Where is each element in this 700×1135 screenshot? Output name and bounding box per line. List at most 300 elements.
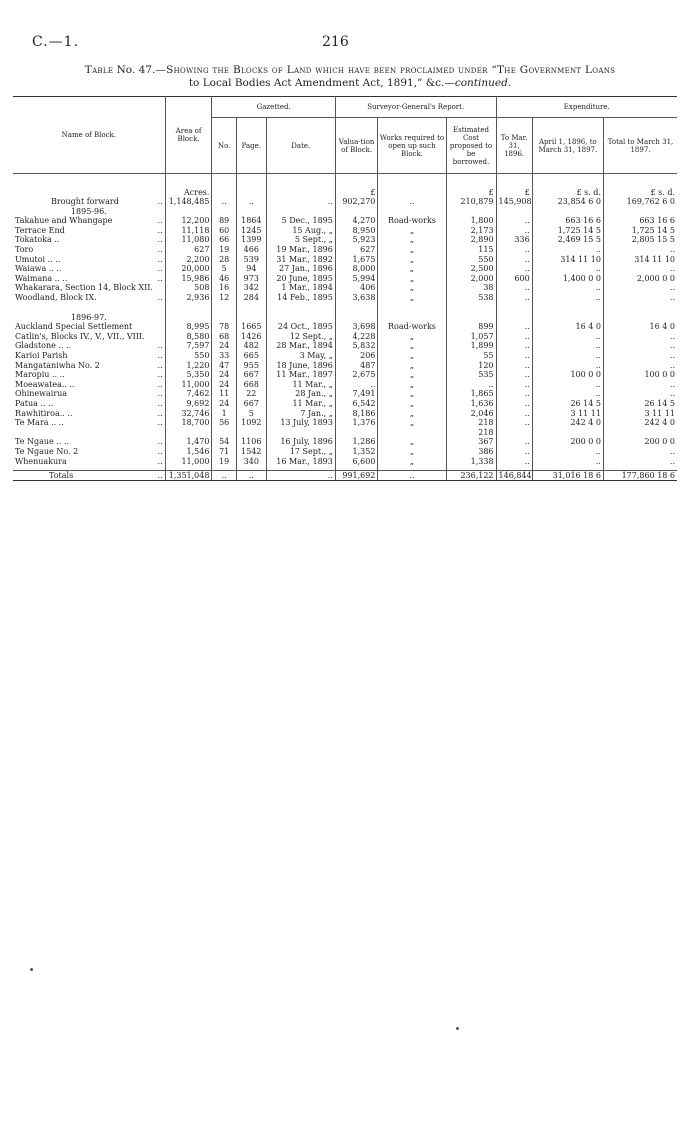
table-title: [14, 64, 686, 90]
cell-no: [212, 457, 236, 467]
cell-valuation: [335, 418, 378, 437]
cell-page: [236, 447, 266, 457]
cell-page: [236, 389, 266, 399]
cell-value: 68: [219, 331, 230, 341]
cell-date: [266, 293, 335, 303]
cell-april: [532, 351, 603, 361]
cell-valuation: [335, 197, 378, 207]
cell-value: 899: [478, 322, 494, 332]
cell-value: 1: [221, 408, 227, 418]
cell-april: [532, 341, 603, 351]
cell-no: [212, 341, 236, 351]
table-row: [13, 409, 677, 419]
cell-no: [212, 470, 236, 481]
cell-april: [532, 293, 603, 303]
block-name: Waimana .. ..: [15, 273, 68, 283]
leader-dots: ..: [157, 264, 163, 274]
table-row: [13, 245, 677, 255]
cell-value: ..: [669, 331, 675, 341]
leader-dots: ..: [157, 293, 163, 303]
cell-april: [532, 409, 603, 419]
cell-estimated: [446, 332, 496, 342]
block-name-cell: [13, 457, 165, 467]
cell-value: 14 Feb., 1895: [277, 293, 333, 303]
cell-value: ..: [524, 398, 530, 408]
cell-value: 9,692: [186, 398, 210, 408]
cell-date: [266, 418, 335, 437]
cell-value: 1,220: [186, 360, 210, 370]
cell-value: 386: [478, 446, 494, 456]
cell-page: [236, 322, 266, 332]
cell-no: [212, 283, 236, 293]
cell-value: „: [409, 398, 415, 408]
cell-no: [212, 293, 236, 303]
cell-no: [212, 437, 236, 447]
cell-estimated: [446, 216, 496, 226]
cell-value: „: [409, 254, 415, 264]
leader-dots: ..: [157, 341, 163, 351]
cell-total: [603, 418, 677, 437]
col-estimated-header: Estimated Cost proposed to be borrowed.: [446, 118, 496, 174]
cell-april: [532, 264, 603, 274]
cell-page: [236, 283, 266, 293]
cell-value: 5: [221, 264, 227, 274]
cell-works: [378, 235, 446, 245]
cell-page: [236, 235, 266, 245]
table-row: [13, 399, 677, 409]
cell-page: [236, 332, 266, 342]
col-total-header: Total to March 31, 1897.: [603, 118, 677, 174]
cell-value: ..: [524, 322, 530, 332]
cell-works: [378, 447, 446, 457]
cell-date: [266, 332, 335, 342]
unit-april: £ s. d.: [532, 188, 603, 198]
cell-value: 56: [219, 418, 230, 428]
cell-april: [532, 322, 603, 332]
cell-date: [266, 370, 335, 380]
cell-value: ..: [409, 470, 415, 480]
cell-value: 1106: [241, 437, 262, 447]
cell-value: 663 16 6: [639, 216, 675, 226]
cell-date: [266, 235, 335, 245]
cell-no: [212, 235, 236, 245]
cell-value: ..: [248, 197, 254, 207]
unit-area: Acres.: [165, 188, 212, 198]
cell-area: [165, 255, 212, 265]
cell-value: ..: [524, 408, 530, 418]
cell-to-mar: [496, 264, 532, 274]
cell-no: [212, 399, 236, 409]
cell-valuation: [335, 457, 378, 467]
cell-value: 22: [246, 389, 257, 399]
cell-works: [378, 389, 446, 399]
cell-date: [266, 457, 335, 467]
speck-mark: [30, 968, 33, 971]
cell-value: ..: [488, 379, 494, 389]
cell-page: [236, 409, 266, 419]
cell-area: [165, 380, 212, 390]
cell-estimated: [446, 245, 496, 255]
cell-estimated: [446, 255, 496, 265]
cell-no: [212, 216, 236, 226]
cell-april: [532, 332, 603, 342]
cell-value: ..: [221, 197, 227, 207]
cell-value: 115: [478, 245, 494, 255]
cell-value: 32,746: [181, 408, 210, 418]
year-heading: 1895-96.: [70, 206, 107, 216]
cell-valuation: [335, 361, 378, 371]
cell-date: [266, 351, 335, 361]
block-name-cell: [13, 235, 165, 245]
surveyor-header: Surveyor-General's Report.: [335, 97, 496, 118]
cell-value: 991,692: [342, 470, 376, 480]
cell-works: [378, 470, 446, 481]
cell-to-mar: [496, 447, 532, 457]
cell-valuation: [335, 293, 378, 303]
cell-value: 200 0 0: [570, 437, 601, 447]
cell-value: 12 Sept., „: [289, 331, 333, 341]
cell-value: 71: [219, 446, 230, 456]
cell-to-mar: [496, 274, 532, 284]
cell-value: ..: [669, 389, 675, 399]
cell-value: 46: [219, 273, 230, 283]
cell-value: 2,000: [470, 273, 494, 283]
cell-total: [603, 322, 677, 332]
cell-valuation: [335, 399, 378, 409]
cell-value: 8,995: [186, 322, 210, 332]
cell-value: 535: [478, 370, 494, 380]
block-name-cell: [13, 283, 165, 293]
cell-value: 16 4 0: [575, 322, 601, 332]
table-row: [13, 447, 677, 457]
cell-total: [603, 457, 677, 467]
cell-area: [165, 418, 212, 437]
cell-value: 2,046: [470, 408, 494, 418]
leader-dots: ..: [157, 254, 163, 264]
cell-value: 3 May, „: [299, 351, 333, 360]
cell-value: 100 0 0: [570, 370, 601, 380]
leader-dots: ..: [157, 370, 163, 380]
cell-area: [165, 447, 212, 457]
cell-page: [236, 399, 266, 409]
cell-value: 340: [243, 456, 259, 466]
cell-value: ..: [669, 293, 675, 303]
year-heading: 1896-97.: [70, 312, 107, 322]
cell-value: ..: [669, 456, 675, 466]
cell-value: 1092: [241, 418, 262, 428]
cell-value: 1,286: [352, 437, 376, 447]
block-name: Totals: [49, 470, 74, 480]
cell-value: 4,270: [352, 216, 376, 226]
cell-to-mar: [496, 351, 532, 361]
cell-value: 60: [219, 225, 230, 235]
cell-value: ..: [524, 418, 530, 428]
cell-no: [212, 255, 236, 265]
block-name: Umutoi .. ..: [15, 254, 61, 264]
block-name-cell: [13, 332, 165, 342]
block-name: Brought forward: [51, 197, 119, 207]
cell-valuation: [335, 351, 378, 361]
cell-total: [603, 245, 677, 255]
cell-april: [532, 457, 603, 467]
cell-area: [165, 274, 212, 284]
cell-value: 33: [219, 351, 230, 360]
cell-value: 1399: [241, 235, 262, 245]
cell-estimated: [446, 380, 496, 390]
cell-date: [266, 264, 335, 274]
cell-to-mar: [496, 293, 532, 303]
cell-works: [378, 245, 446, 255]
col-no-header: No.: [212, 118, 236, 174]
cell-area: [165, 245, 212, 255]
cell-area: [165, 226, 212, 236]
cell-area: [165, 264, 212, 274]
cell-value: 5: [248, 408, 254, 418]
cell-page: [236, 418, 266, 437]
cell-page: [236, 361, 266, 371]
cell-value: ..: [370, 379, 376, 389]
cell-value: 66: [219, 235, 230, 245]
cell-value: 47: [219, 360, 230, 370]
cell-value: 466: [243, 245, 259, 255]
cell-works: [378, 399, 446, 409]
col-area-header: Area of Block.: [165, 97, 212, 174]
cell-value: ..: [595, 389, 601, 399]
cell-estimated: [446, 341, 496, 351]
cell-value: 314 11 10: [634, 254, 675, 264]
block-name-cell: [13, 409, 165, 419]
cell-value: ..: [524, 379, 530, 389]
cell-value: Road-works: [388, 322, 436, 332]
cell-no: [212, 226, 236, 236]
cell-total: [603, 470, 677, 481]
cell-total: [603, 351, 677, 361]
cell-value: 1,800: [470, 216, 494, 226]
block-name: Karioi Parish: [15, 351, 68, 360]
cell-value: „: [409, 341, 415, 351]
cell-value: 1,470: [186, 437, 210, 447]
cell-april: [532, 255, 603, 265]
cell-estimated: [446, 197, 496, 207]
cell-works: [378, 418, 446, 437]
cell-page: [236, 216, 266, 226]
cell-works: [378, 226, 446, 236]
cell-total: [603, 274, 677, 284]
cell-value: 3 11 11: [644, 408, 675, 418]
cell-value: 336: [514, 235, 530, 245]
cell-value: „: [409, 437, 415, 447]
cell-works: [378, 457, 446, 467]
cell-works: [378, 409, 446, 419]
cell-value: 663 16 6: [565, 216, 601, 226]
cell-estimated: [446, 351, 496, 361]
cell-estimated: [446, 457, 496, 467]
cell-area: [165, 216, 212, 226]
block-name: Waiawa .. ..: [15, 264, 62, 274]
cell-value: ..: [221, 470, 227, 480]
cell-valuation: [335, 245, 378, 255]
cell-value: 11,080: [181, 235, 210, 245]
cell-to-mar: [496, 437, 532, 447]
cell-value: ..: [669, 446, 675, 456]
cell-value: 218: [478, 418, 494, 428]
cell-no: [212, 370, 236, 380]
cell-estimated: [446, 389, 496, 399]
cell-valuation: [335, 389, 378, 399]
cell-total: [603, 332, 677, 342]
leader-dots: ..: [157, 446, 163, 456]
col-to-mar-header: To Mar. 31, 1896.: [496, 118, 532, 174]
cell-value: 1,351,048: [168, 470, 210, 480]
cell-works: [378, 332, 446, 342]
cell-april: [532, 370, 603, 380]
cell-value: „: [409, 446, 415, 456]
block-name-cell: [13, 418, 165, 437]
document-reference: C.—1.: [32, 34, 80, 50]
col-works-header: Works required to open up such Block.: [378, 118, 446, 174]
cell-value: ..: [524, 225, 530, 235]
cell-total: [603, 255, 677, 265]
cell-date: [266, 470, 335, 481]
cell-area: [165, 351, 212, 361]
cell-value: 145,908: [498, 197, 532, 207]
leader-dots: ..: [157, 360, 163, 370]
table-row: [13, 274, 677, 284]
cell-value: 120: [478, 360, 494, 370]
title-line-1: —Showing the Blocks of Land which have been proclaimed under “The Government Loans: [155, 64, 616, 76]
cell-to-mar: [496, 418, 532, 437]
cell-date: [266, 274, 335, 284]
cell-value: 11,118: [181, 225, 210, 235]
block-name-cell: [13, 322, 165, 332]
cell-estimated: [446, 293, 496, 303]
cell-value: ..: [524, 293, 530, 303]
cell-total: [603, 380, 677, 390]
cell-value: ..: [524, 341, 530, 351]
cell-value: 16 Mar., 1893: [276, 456, 333, 466]
col-page-header: Page.: [236, 118, 266, 174]
cell-value: 1,865: [470, 389, 494, 399]
cell-date: [266, 226, 335, 236]
cell-value: ..: [524, 437, 530, 447]
cell-no: [212, 418, 236, 437]
cell-date: [266, 216, 335, 226]
cell-value: 1,546: [186, 446, 210, 456]
cell-value: 11,000: [181, 379, 210, 389]
cell-valuation: [335, 409, 378, 419]
cell-works: [378, 361, 446, 371]
block-name: Patua .. ..: [15, 398, 54, 408]
cell-value: 667: [243, 370, 259, 380]
cell-valuation: [335, 470, 378, 481]
cell-estimated: [446, 264, 496, 274]
cell-value: 5,350: [186, 370, 210, 380]
cell-value: 27 Jan., 1896: [279, 264, 333, 274]
cell-value: 19: [219, 456, 230, 466]
cell-value: ..: [524, 351, 530, 360]
cell-april: [532, 380, 603, 390]
cell-april: [532, 389, 603, 399]
cell-value: 218: [478, 427, 494, 437]
cell-page: [236, 470, 266, 481]
units-row: [13, 188, 677, 198]
year-heading-row: [13, 313, 677, 323]
cell-value: ..: [595, 456, 601, 466]
leader-dots: ..: [157, 389, 163, 399]
table-row: [13, 370, 677, 380]
cell-value: Road-works: [388, 216, 436, 226]
cell-date: [266, 399, 335, 409]
cell-value: 28 Jan., „: [295, 389, 333, 399]
cell-to-mar: [496, 389, 532, 399]
cell-valuation: [335, 341, 378, 351]
cell-no: [212, 274, 236, 284]
cell-estimated: [446, 370, 496, 380]
cell-value: 89: [219, 216, 230, 226]
cell-value: 242 4 0: [570, 418, 601, 428]
cell-value: 902,270: [342, 197, 376, 207]
unit-total: £ s. d.: [603, 188, 677, 198]
cell-value: ..: [327, 470, 333, 480]
cell-page: [236, 341, 266, 351]
cell-area: [165, 437, 212, 447]
cell-page: [236, 255, 266, 265]
block-name-cell: [13, 370, 165, 380]
cell-no: [212, 245, 236, 255]
cell-value: 1,400 0 0: [562, 273, 601, 283]
cell-value: ..: [595, 360, 601, 370]
block-name: Terrace End: [15, 225, 65, 235]
cell-value: 1426: [241, 331, 262, 341]
cell-to-mar: [496, 216, 532, 226]
cell-date: [266, 361, 335, 371]
cell-works: [378, 380, 446, 390]
cell-value: „: [409, 370, 415, 380]
cell-works: [378, 274, 446, 284]
cell-page: [236, 264, 266, 274]
block-name-cell: [13, 361, 165, 371]
cell-value: ..: [524, 283, 530, 293]
cell-value: 508: [194, 283, 210, 293]
cell-april: [532, 245, 603, 255]
cell-value: 1542: [241, 446, 262, 456]
table-row: [13, 457, 677, 467]
cell-to-mar: [496, 235, 532, 245]
block-name-cell: [13, 351, 165, 361]
cell-april: [532, 283, 603, 293]
cell-value: 600: [514, 273, 530, 283]
cell-value: ..: [524, 254, 530, 264]
cell-value: 11 Mar., „: [292, 398, 333, 408]
cell-valuation: [335, 264, 378, 274]
cell-value: ..: [669, 351, 675, 360]
cell-value: 482: [243, 341, 259, 351]
cell-works: [378, 197, 446, 207]
cell-value: 7,597: [186, 341, 210, 351]
cell-april: [532, 437, 603, 447]
cell-value: ..: [595, 283, 601, 293]
cell-to-mar: [496, 283, 532, 293]
table-row: [13, 255, 677, 265]
cell-value: „: [409, 283, 415, 293]
cell-april: [532, 418, 603, 437]
cell-area: [165, 389, 212, 399]
cell-value: 15 Aug., „: [292, 225, 333, 235]
block-name-cell: [13, 216, 165, 226]
cell-value: ..: [524, 446, 530, 456]
table-row: [13, 283, 677, 293]
cell-value: ..: [595, 293, 601, 303]
